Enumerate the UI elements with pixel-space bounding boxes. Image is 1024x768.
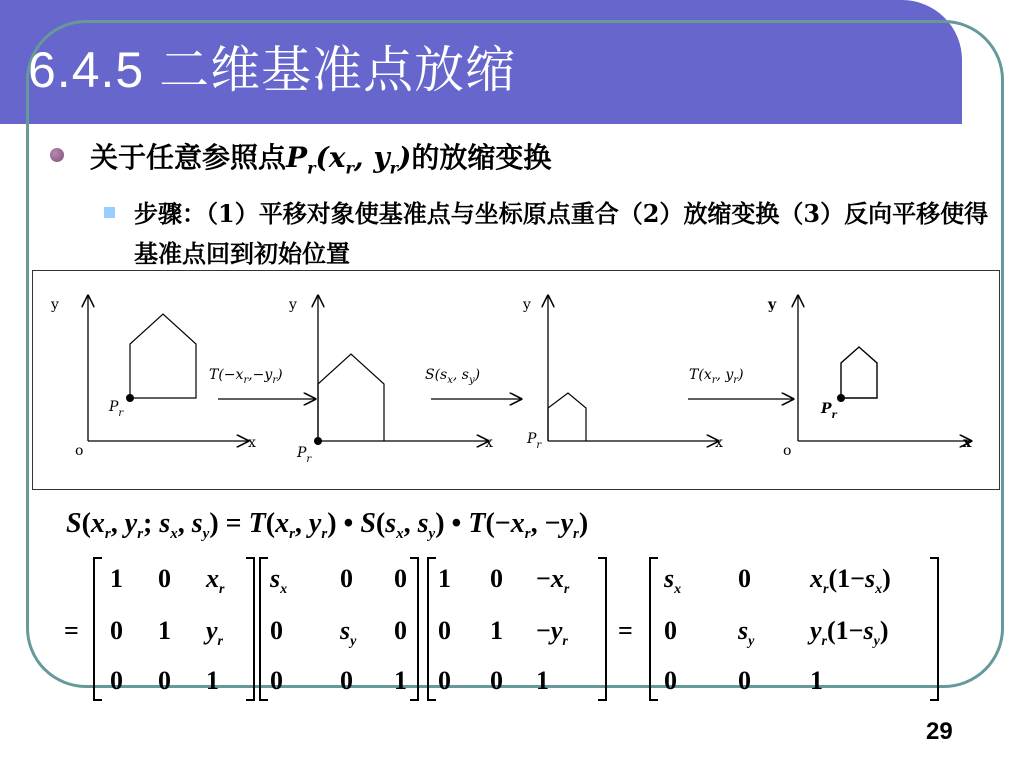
house-shape-3 <box>548 393 586 441</box>
matrix-m1-cell-1-2: $y_r$ <box>206 616 223 649</box>
arrow-2-label: $S(s_x$, $s_y$) <box>425 367 481 386</box>
panel-2-x-label: x <box>485 435 493 451</box>
arrow-3-label: $T(x_r$, $y_r$) <box>689 367 744 386</box>
panel-1-y-label: y <box>51 297 59 313</box>
matrix-m3-cell-2-1: 0 <box>490 666 503 695</box>
panel-1-origin-label: o <box>75 443 84 459</box>
matrix-result-cell-1-0: 0 <box>664 616 677 645</box>
matrix-m1-cell-1-0: 0 <box>110 616 123 645</box>
matrix-result-cell-2-0: 0 <box>664 666 677 695</box>
sub-bullet-square <box>104 207 115 218</box>
ref-point-2 <box>314 437 322 445</box>
matrix-m1-cell-0-2: $x_r$ <box>206 564 225 597</box>
bullet-text-1 <box>90 136 551 178</box>
house-shape-2 <box>318 354 384 441</box>
matrix-m1-cell-0-1: 0 <box>158 564 171 593</box>
panel-3-point-label: $P_r$ <box>527 431 542 451</box>
bullet-1-suffix: 的放缩变换 <box>411 141 552 174</box>
bullet-dot <box>50 148 64 162</box>
figure-svg <box>33 271 999 489</box>
matrix-m3-cell-1-0: 0 <box>438 616 451 645</box>
bullet-text-2: 步骤：（1）平移对象使基准点与坐标原点重合（2）放缩变换（3）反向平移使得基准点回到初始位置 <box>134 199 989 268</box>
matrix-m2-cell-0-1: 0 <box>340 564 353 593</box>
panel-2-y-label: y <box>289 297 297 313</box>
matrix-m3-cell-1-2: $-y_r$ <box>536 616 568 649</box>
matrix-result-cell-0-1: 0 <box>738 564 751 593</box>
panel-4-x-label: x <box>963 435 972 451</box>
matrix-m1-cell-2-1: 0 <box>158 666 171 695</box>
arrow-1 <box>209 367 315 399</box>
matrix-m2-cell-0-2: 0 <box>394 564 407 593</box>
panel-4-y-label: y <box>768 297 777 313</box>
equals-sign-2: = <box>618 616 633 645</box>
ref-point-4 <box>837 394 845 402</box>
panel-1-x-label: x <box>248 435 256 451</box>
matrix-m3-cell-0-2: $-x_r$ <box>536 564 570 597</box>
equation-text: $S(x_r$, $y_r$; $s_x$, $s_y) = T(x_r$, $y_r$) • $S(s_x$, $s_y$) • $T(-x_r$, $-y_r$) <box>66 508 589 542</box>
matrix-result-cell-1-1: $s_y$ <box>738 616 755 649</box>
arrow-3 <box>688 367 793 399</box>
matrix-m2-cell-1-1: $s_y$ <box>340 616 357 649</box>
matrix-m3-cell-1-1: 1 <box>490 616 503 645</box>
panel-1-point-label: $P_r$ <box>109 399 124 419</box>
panel-4-point-label: $P_r$ <box>821 401 837 421</box>
matrix-result-cell-1-2: $y_r(1-s_y)$ <box>810 616 889 649</box>
matrix-product <box>58 552 958 708</box>
composite-equation <box>60 500 820 544</box>
matrix-m1-cell-2-0: 0 <box>110 666 123 695</box>
matrix-result-cell-0-2: $x_r(1-s_x)$ <box>810 564 891 597</box>
matrix-m1-cell-2-2: 1 <box>206 666 219 695</box>
ref-point-1 <box>126 394 134 402</box>
page-number: 29 <box>926 718 953 745</box>
matrix-m2-cell-1-2: 0 <box>394 616 407 645</box>
matrix-result-cell-0-0: $s_x$ <box>664 564 682 597</box>
matrix-result-cell-2-2: 1 <box>810 666 823 695</box>
matrix-entries <box>110 564 891 695</box>
panel-3-y-label: y <box>523 297 531 313</box>
panel-3-x-label: x <box>715 435 723 451</box>
slide-title: 6.4.5 二维基准点放缩 <box>28 42 517 98</box>
arrow-1-label: $T(-x_r,-y_r)$ <box>209 367 283 386</box>
matrix-m2-cell-2-1: 0 <box>340 666 353 695</box>
matrix-m1-cell-1-1: 1 <box>158 616 171 645</box>
bullet-1-prefix: 关于任意参照点 <box>90 141 287 174</box>
matrix-m3-cell-0-0: 1 <box>438 564 451 593</box>
matrix-m1-cell-0-0: 1 <box>110 564 123 593</box>
panel-4-origin-label: o <box>783 443 792 459</box>
matrix-m2-cell-2-2: 1 <box>394 666 407 695</box>
matrix-result-cell-2-1: 0 <box>738 666 751 695</box>
house-shape-4 <box>841 347 877 398</box>
arrow-2 <box>425 367 521 399</box>
matrix-m3-cell-2-2: 1 <box>536 666 549 695</box>
house-shape-1 <box>130 314 196 398</box>
matrix-m2-cell-1-0: 0 <box>270 616 283 645</box>
equals-sign-1: = <box>64 616 79 645</box>
matrix-m2-cell-0-0: $s_x$ <box>270 564 288 597</box>
panel-2-point-label: $P_r$ <box>297 445 312 465</box>
panel-4 <box>767 296 972 459</box>
point-symbol: $P_r(x_r$, $y_r$) <box>286 141 412 178</box>
transformation-figure <box>32 270 1000 490</box>
matrix-m2-cell-2-0: 0 <box>270 666 283 695</box>
matrix-m3-cell-2-0: 0 <box>438 666 451 695</box>
matrix-m3-cell-0-1: 0 <box>490 564 503 593</box>
